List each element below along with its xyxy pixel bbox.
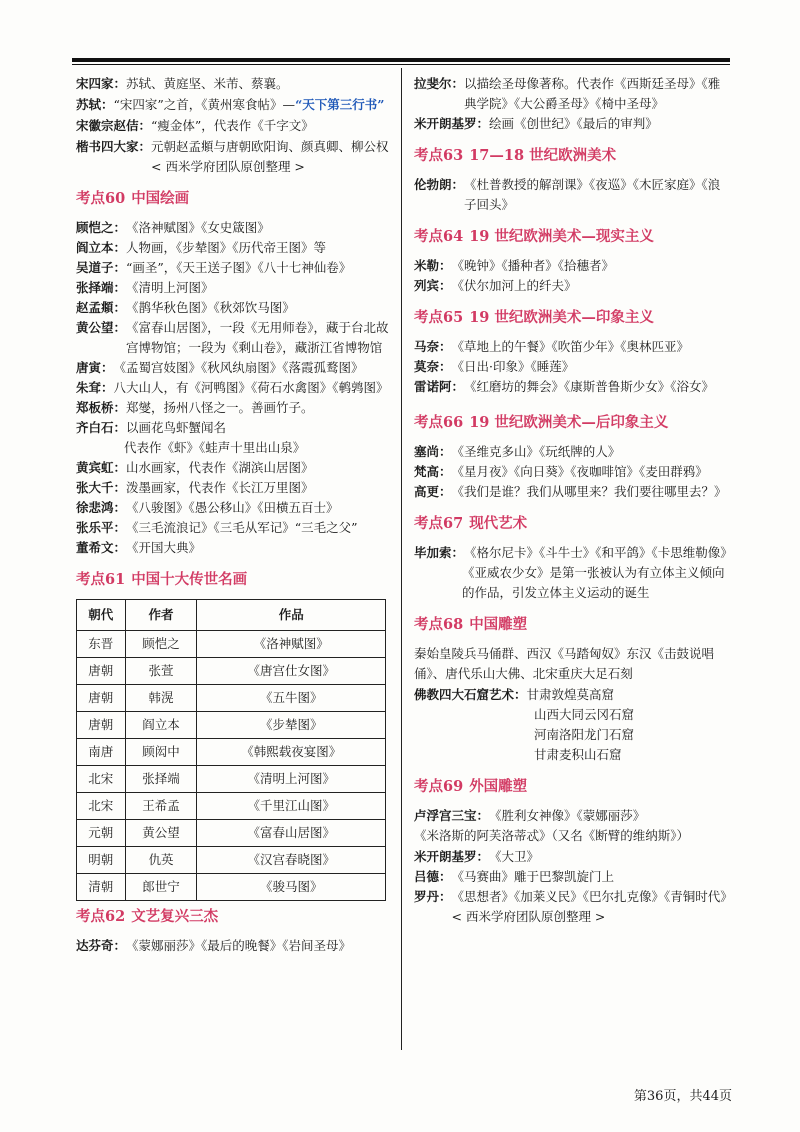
entry-monet: 莫奈： 《日出·印象》《睡莲》 [414, 359, 575, 374]
entry-huizong: 宋徽宗赵佶：“瘦金体”，代表作《千字文》 [76, 118, 314, 133]
entry-grottoes: 佛教四大石窟艺术： 甘肃敦煌莫高窟 [414, 687, 615, 702]
table-row: 清朝 郎世宁 《骏马图》 [77, 874, 386, 901]
highlight-text: “天下第三行书” [295, 97, 385, 112]
entry-michelangelo: 米开朗基罗： 绘画《创世纪》《最后的审判》 [414, 116, 658, 131]
list-item: 齐白石： 以画花鸟虾蟹闻名 [76, 420, 227, 435]
table-row: 东晋 顾恺之 《洛神赋图》 [77, 631, 386, 658]
entry-rude: 吕德： 《马赛曲》雕于巴黎凯旋门上 [414, 869, 615, 884]
masterpieces-table [76, 599, 386, 901]
list-item: 徐悲鸿： 《八骏图》《愚公移山》《田横五百士》 [76, 500, 339, 515]
entry-vangogh: 梵高： 《星月夜》《向日葵》《夜咖啡馆》《麦田群鸦》 [414, 464, 708, 479]
entry-sushi: 苏轼：“宋四家”之首，《黄州寒食帖》—“天下第三行书” [76, 97, 385, 112]
entry-louvre-continued: 《米洛斯的阿芙洛蒂忒》（又名《断臂的维纳斯》） [414, 828, 690, 843]
heading-69: 考点69 外国雕塑 [414, 778, 528, 795]
entry-millet: 米勒： 《晚钟》《播种者》《拾穗者》 [414, 258, 615, 273]
column-divider [401, 68, 402, 1050]
entry-song-four: 宋四家：苏轼、黄庭坚、米芾、蔡襄。 [76, 76, 289, 91]
list-item: 顾恺之： 《洛神赋图》《女史箴图》 [76, 220, 270, 235]
heading-61: 考点61 中国十大传世名画 [76, 571, 248, 588]
heading-68: 考点68 中国雕塑 [414, 616, 528, 633]
entry-rembrandt: 伦勃朗： 《杜普教授的解剖课》《夜巡》《木匠家庭》《浪子回头》 [414, 177, 721, 212]
list-item: 河南洛阳龙门石窟 [534, 727, 635, 742]
list-item: 黄宾虹： 山水画家，代表作《湖滨山居图》 [76, 460, 314, 475]
table-row: 唐朝 韩滉 《五牛图》 [77, 685, 386, 712]
list-item: 山西大同云冈石窟 [534, 707, 635, 722]
table-row: 南唐 顾闳中 《韩熙载夜宴图》 [77, 739, 386, 766]
list-item: 甘肃麦积山石窟 [534, 747, 622, 762]
heading-62: 考点62 文艺复兴三杰 [76, 908, 219, 925]
list-item: 吴道子： “画圣”，《天王送子图》《八十七神仙卷》 [76, 260, 352, 275]
list-item: 张大千： 泼墨画家，代表作《长江万里图》 [76, 480, 314, 495]
list-item: 董希文： 《开国大典》 [76, 540, 202, 555]
header-rule-thick [72, 58, 730, 62]
list-item: 唐寅： 《孟蜀宫妓图》《秋风纨扇图》《落霞孤鹜图》 [76, 360, 364, 375]
right-column [414, 74, 732, 927]
entry-cezanne: 塞尚： 《圣维克多山》《玩纸牌的人》 [414, 444, 621, 459]
heading-60: 考点60 中国绘画 [76, 190, 190, 207]
entry-michelangelo-sculpture: 米开朗基罗： 《大卫》 [414, 849, 540, 864]
list-item: 阎立本： 人物画，《步辇图》《历代帝王图》等 [76, 240, 327, 255]
page-number: 第36页，共44页 [633, 1089, 732, 1104]
column-header: 作者 [125, 600, 197, 631]
entry-davinci: 达芬奇： 《蒙娜丽莎》《最后的晚餐》《岩间圣母》 [76, 938, 352, 953]
header-rule-thin [72, 64, 730, 65]
entry-renoir: 雷诺阿： 《红磨坊的舞会》《康斯普鲁斯少女》《浴女》 [414, 379, 715, 394]
heading-64: 考点64 19 世纪欧洲美术—现实主义 [414, 228, 654, 245]
entry-gauguin: 高更： 《我们是谁？我们从哪里来？我们要往哪里去？》 [414, 484, 727, 499]
picasso-note: 《亚威农少女》是第一张被认为有立体主义倾向的作品，引发立体主义运动的诞生 [462, 565, 725, 600]
entry-repin: 列宾： 《伏尔加河上的纤夫》 [414, 278, 577, 293]
list-item: 张乐平： 《三毛流浪记》《三毛从军记》“三毛之父” [76, 520, 358, 535]
entry-picasso: 毕加索： 《格尔尼卡》《斗牛士》《和平鸽》《卡思维勒像》 [414, 545, 733, 560]
entry-louvre: 卢浮宫三宝： 《胜利女神像》《蒙娜丽莎》 [414, 808, 646, 823]
heading-67: 考点67 现代艺术 [414, 515, 528, 532]
table-header-row [77, 600, 386, 631]
heading-63: 考点63 17—18 世纪欧洲美术 [414, 147, 617, 164]
list-item: 朱耷： 八大山人，有《河鸭图》《荷石水禽图》《鹌鹑图》 [76, 380, 389, 395]
entry-rodin: 罗丹： 《思想者》《加莱义民》《巴尔扎克像》《青铜时代》< 西米学府团队原创整理 > [414, 889, 727, 924]
entry-kaishu: 楷书四大家： 元朝赵孟頫与唐朝欧阳询、颜真卿、柳公权< 西米学府团队原创整理 > [76, 139, 389, 174]
list-item-continued: 代表作《虾》《蛙声十里出山泉》 [124, 440, 306, 455]
table-row: 唐朝 张萱 《唐宫仕女图》 [77, 658, 386, 685]
heading-65: 考点65 19 世纪欧洲美术—印象主义 [414, 309, 654, 326]
list-item: 张择端： 《清明上河图》 [76, 280, 214, 295]
heading-66: 考点66 19 世纪欧洲美术—后印象主义 [414, 414, 669, 431]
column-header: 朝代 [77, 600, 126, 631]
column-header: 作品 [197, 600, 386, 631]
table-row: 明朝 仇英 《汉宫春晓图》 [77, 847, 386, 874]
table-row: 北宋 王希孟 《千里江山图》 [77, 793, 386, 820]
list-item: 郑板桥： 郑燮，扬州八怪之一。善画竹子。 [76, 400, 314, 415]
left-column [76, 74, 392, 956]
list-item: 赵孟頫： 《鹊华秋色图》《秋郊饮马图》 [76, 300, 295, 315]
table-row: 元朝 黄公望 《富春山居图》 [77, 820, 386, 847]
table-row: 唐朝 阎立本 《步辇图》 [77, 712, 386, 739]
painter-list [76, 218, 392, 558]
chinese-sculpture-text: 秦始皇陵兵马俑群、西汉《马踏匈奴》东汉《击鼓说唱俑》、唐代乐山大佛、北宋重庆大足石刻 [414, 646, 715, 681]
list-item: 黄公望： 《富春山居图》，一段《无用师卷》，藏于台北故宫博物馆；一段为《剩山卷》，藏浙江省博物馆 [76, 320, 389, 355]
table-row: 北宋 张择端 《清明上河图》 [77, 766, 386, 793]
entry-raphael: 拉斐尔： 以描绘圣母像著称。代表作《西斯廷圣母》《雅典学院》《大公爵圣母》《椅中圣母》 [414, 76, 721, 111]
entry-manet: 马奈： 《草地上的午餐》《吹笛少年》《奥林匹亚》 [414, 339, 690, 354]
